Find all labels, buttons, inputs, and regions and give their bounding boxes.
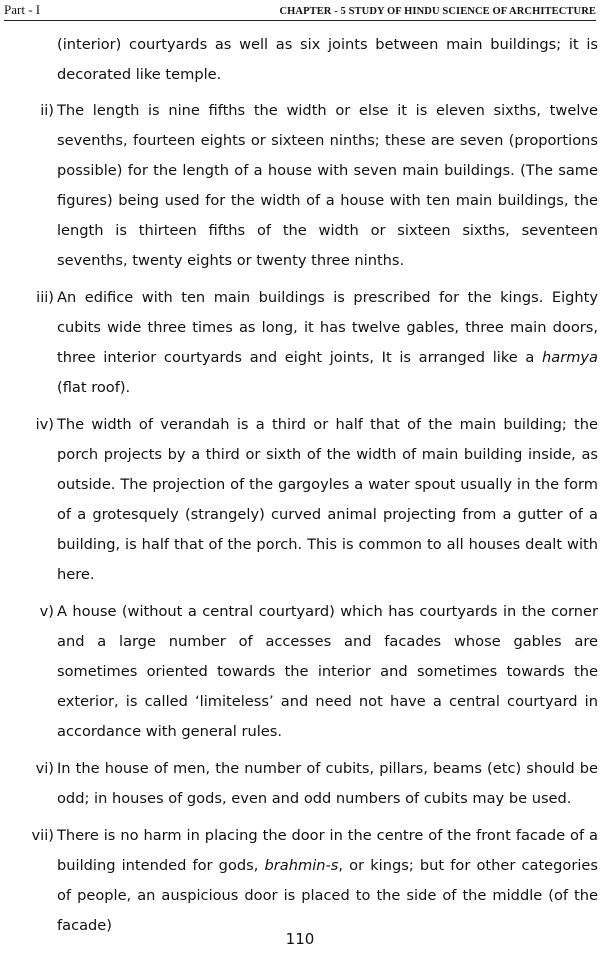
running-header — [4, 2, 596, 21]
item-text-part: An edifice with ten main buildings is prescribed for the kings. Eighty cubits wide three times as long, it has twelve gables, three main doors, three interior courtyards and eight joints, It is arranged like a — [57, 289, 598, 366]
list-item — [0, 410, 600, 590]
continued-paragraph: (interior) courtyards as well as six joints between main buildings; it is decorated like temple. — [57, 36, 598, 83]
italic-term: harmya — [542, 349, 598, 366]
item-text — [57, 283, 598, 403]
item-text-part: (flat roof). — [57, 379, 131, 396]
numbered-list — [0, 96, 600, 948]
item-text — [57, 597, 598, 747]
page-number: 110 — [285, 930, 315, 948]
item-text — [57, 96, 598, 276]
item-text-part: A house (without a central courtyard) which has courtyards in the corner and a large number of accesses and facades whose gables are sometimes oriented towards the interior and sometimes towards the exterior, is called ‘limiteless’ and need not have a central courtyard in accordance with general rules. — [57, 603, 598, 740]
item-number: v) — [39, 603, 54, 620]
item-text — [57, 754, 598, 814]
item-number: iii) — [36, 289, 54, 306]
item-text-part: In the house of men, the number of cubits, pillars, beams (etc) should be odd; in houses of gods, even and odd numbers of cubits may be used. — [57, 760, 598, 807]
item-text-part: There is no harm in placing the door in the centre of the front facade of a building intended for gods, — [57, 827, 598, 874]
list-item — [0, 283, 600, 403]
item-number: ii) — [40, 102, 54, 119]
item-text — [57, 410, 598, 590]
item-number: vi) — [35, 760, 54, 777]
part-label: Part - I — [4, 2, 41, 17]
item-number: iv) — [35, 416, 54, 433]
item-text — [57, 821, 598, 941]
italic-term: brahmin-s — [264, 857, 339, 874]
list-item — [0, 597, 600, 747]
list-item — [0, 754, 600, 814]
item-number: vii) — [31, 827, 54, 844]
item-text-part: The width of verandah is a third or half that of the main building; the porch projects by a third or sixth of the width of main building inside, as outside. The projection of the gargoyles a water spout usually in the form of a grotesquely (strangely) curved animal projecting from a gutter of a building, is half that of the porch. This is common to all houses dealt with here. — [57, 416, 598, 583]
item-text-part: , or kings; but for other categories of people, an auspicious door is placed to the side of the middle (of the facade) — [57, 857, 598, 934]
item-text-part: The length is nine fifths the width or else it is eleven sixths, twelve sevenths, fourteen eights or sixteen ninths; these are seven (proportions possible) for the length of a house with seven main buildings. (The same figures) being used for the width of a house with ten main buildings, the length is thirteen fifths of the width or sixteen sixths, seventeen sevenths, twenty eights or twenty three ninths. — [57, 102, 598, 269]
list-item — [0, 96, 600, 276]
chapter-title: CHAPTER - 5 STUDY OF HINDU SCIENCE OF ARCHITECTURE — [279, 6, 596, 17]
list-item — [0, 821, 600, 941]
